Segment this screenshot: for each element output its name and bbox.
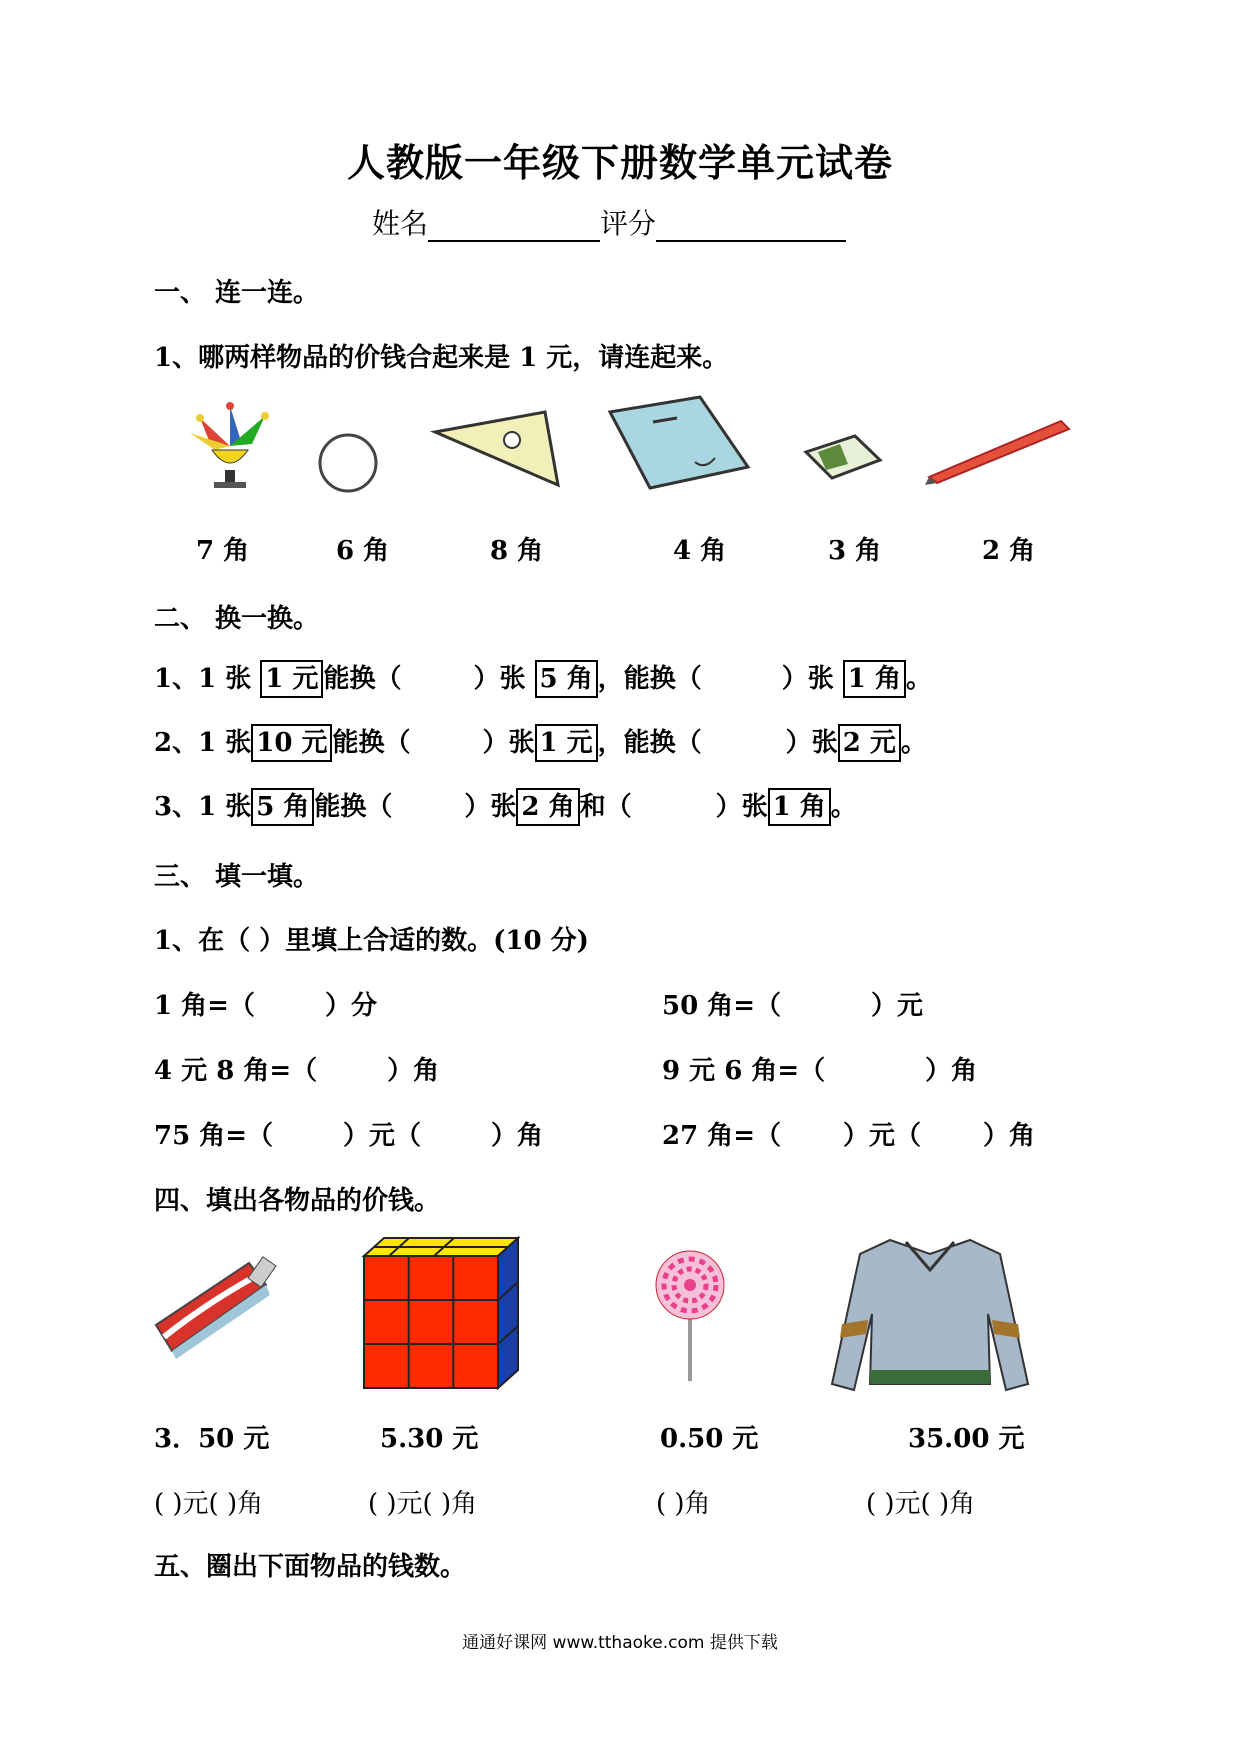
rubiks-cube-picture xyxy=(358,1234,518,1392)
fill-item: 50 角=（ ）元 xyxy=(662,991,924,1021)
price-label: 6 角 xyxy=(336,536,390,566)
price-blank[interactable]: ( )角 xyxy=(656,1489,711,1519)
money-box: 1 角 xyxy=(843,660,906,698)
score-field[interactable] xyxy=(656,210,846,242)
eraser-picture xyxy=(800,430,885,485)
section-5-heading: 五、圈出下面物品的钱数。 xyxy=(154,1552,467,1582)
score-label: 评分 xyxy=(600,207,657,240)
price-label: 4 角 xyxy=(673,536,727,566)
item-price: 3．50 元 xyxy=(154,1424,270,1454)
price-blank[interactable]: ( )元( )角 xyxy=(866,1489,976,1519)
price-blank[interactable]: ( )元( )角 xyxy=(368,1489,478,1519)
money-box: 1 角 xyxy=(768,788,831,826)
section-2-heading: 二、 换一换。 xyxy=(154,604,320,634)
money-box: 5 角 xyxy=(251,788,314,826)
name-field[interactable] xyxy=(428,210,600,242)
notebook-picture xyxy=(605,392,755,492)
money-box: 1 元 xyxy=(535,724,598,762)
name-score-line xyxy=(372,202,846,242)
footer: 通通好课网 www.tthaoke.com 提供下载 xyxy=(462,1633,778,1653)
section-1-heading: 一、 连一连。 xyxy=(154,278,320,308)
name-label: 姓名 xyxy=(372,207,429,240)
item-price: 5.30 元 xyxy=(380,1424,479,1454)
price-label: 3 角 xyxy=(828,536,882,566)
sweater-picture xyxy=(830,1234,1030,1394)
fill-item: 27 角=（ ）元（ ）角 xyxy=(662,1121,1036,1151)
lollipop-picture xyxy=(650,1245,730,1385)
section-4-heading: 四、填出各物品的价钱。 xyxy=(154,1186,441,1216)
money-box: 2 角 xyxy=(516,788,579,826)
fill-item: 75 角=（ ）元（ ）角 xyxy=(154,1121,544,1151)
exchange-row: 3、1 张 5 角 能换（ ）张 2 角 和（ ）张 1 角 。 xyxy=(154,786,857,826)
section-3-question: 1、在（ ）里填上合适的数。(10 分) xyxy=(154,926,589,956)
section-1-question: 1、哪两样物品的价钱合起来是 1 元，请连起来。 xyxy=(154,343,729,373)
money-box: 2 元 xyxy=(838,724,901,762)
exchange-row: 2、1 张 10 元 能换（ ）张 1 元 ，能换（ ）张 2 元 。 xyxy=(154,722,927,762)
money-box: 10 元 xyxy=(251,724,332,762)
pencil-picture xyxy=(925,415,1075,485)
price-blank[interactable]: ( )元( )角 xyxy=(154,1489,264,1519)
price-label: 7 角 xyxy=(196,536,250,566)
item-price: 0.50 元 xyxy=(660,1424,759,1454)
money-box: 5 角 xyxy=(535,660,598,698)
ball-picture xyxy=(315,430,381,496)
section-3-heading: 三、 填一填。 xyxy=(154,862,320,892)
fill-item: 4 元 8 角=（ ）角 xyxy=(154,1056,440,1086)
jester-toy-picture xyxy=(180,398,280,498)
exchange-row: 1、1 张 1 元 能换（ ）张 5 角 ，能换（ ）张 1 角 。 xyxy=(154,658,932,698)
fill-item: 1 角=（ ）分 xyxy=(154,991,377,1021)
money-box: 1 元 xyxy=(260,660,323,698)
page-title: 人教版一年级下册数学单元试卷 xyxy=(346,140,893,185)
toothpaste-picture xyxy=(154,1255,274,1365)
price-label: 2 角 xyxy=(982,536,1036,566)
price-label: 8 角 xyxy=(490,536,544,566)
item-price: 35.00 元 xyxy=(908,1424,1025,1454)
triangle-ruler-picture xyxy=(430,410,565,490)
fill-item: 9 元 6 角=（ ）角 xyxy=(662,1056,978,1086)
